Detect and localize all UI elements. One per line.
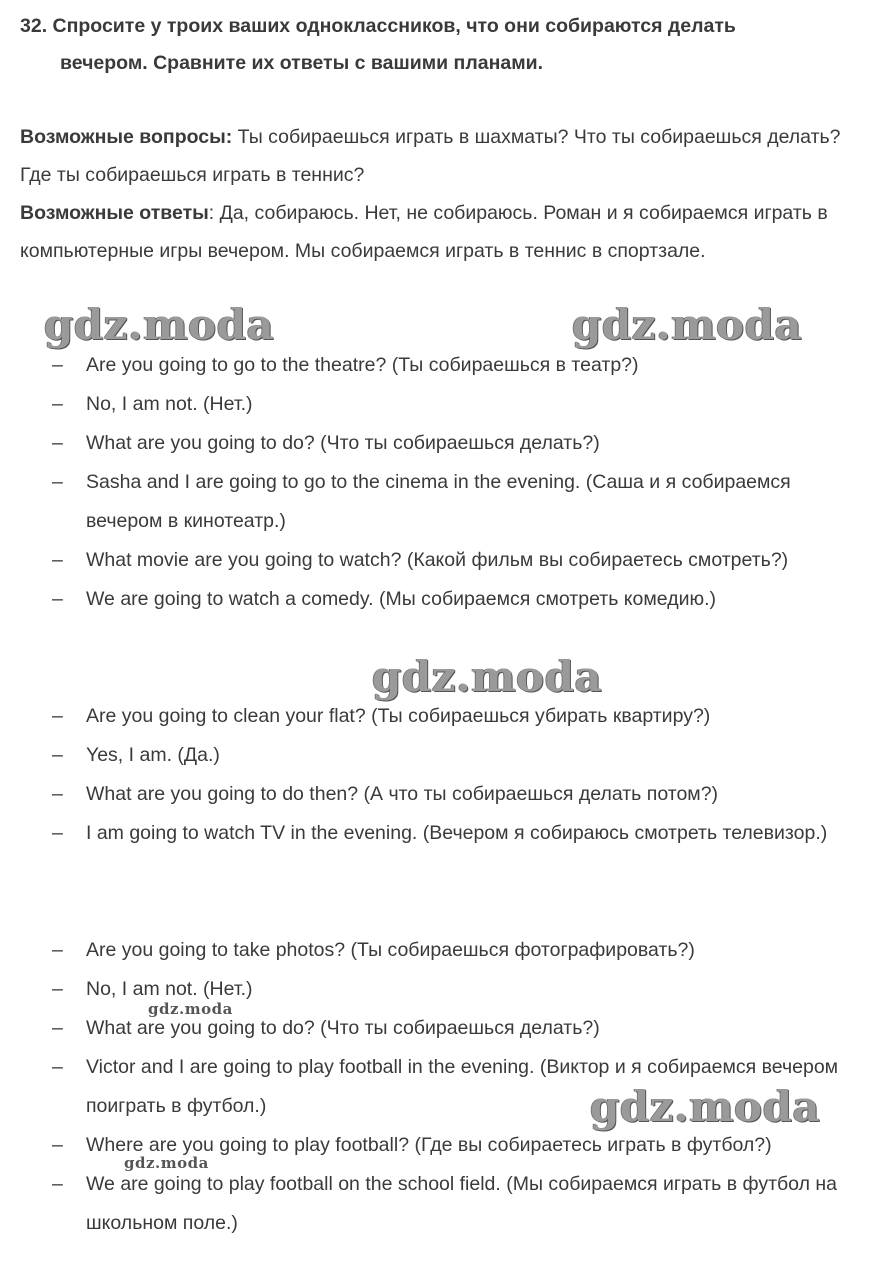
dialogue-2: [0, 697, 886, 853]
answers-label: Возможные ответы: [20, 202, 209, 224]
possible-questions: [20, 118, 870, 194]
dash-mark: –: [52, 354, 63, 376]
questions-label: Возможные вопросы:: [20, 126, 233, 148]
dialogue-line: [0, 1009, 886, 1048]
dash-mark: –: [52, 393, 63, 415]
dialogue-text: What movie are you going to watch? (Какой фильм вы собираетесь смотреть?): [86, 549, 789, 571]
dialogue-text: No, I am not. (Нет.): [86, 393, 253, 415]
dialogue-text: We are going to play football on the school field. (Мы собираемся играть в футбол на школьном поле.): [86, 1173, 838, 1234]
dash-mark: –: [52, 1017, 63, 1039]
watermark-logo: gdz.moda: [44, 300, 275, 349]
dialogue-line: [0, 424, 886, 463]
watermark-logo: gdz.moda: [124, 1154, 209, 1172]
dialogue-line: [0, 1165, 886, 1243]
watermark-logo: gdz.moda: [372, 652, 603, 701]
dialogue-text: Are you going to take photos? (Ты собираешься фотографировать?): [86, 939, 695, 961]
dash-mark: –: [52, 744, 63, 766]
task-line-2: вечером. Сравните их ответы с вашими планами.: [60, 52, 544, 74]
dialogue-text: Victor and I are going to play football in the evening. (Виктор и я собираемся вечером поиграть в футбол.): [86, 1056, 839, 1117]
dialogue-text: We are going to watch a comedy. (Мы собираемся смотреть комедию.): [86, 588, 717, 610]
dash-mark: –: [52, 549, 63, 571]
dialogue-line: [0, 814, 886, 853]
watermark-logo: gdz.moda: [572, 300, 803, 349]
dialogue-line: [0, 463, 886, 541]
dash-mark: –: [52, 1056, 63, 1078]
task-number: 32.: [20, 15, 48, 37]
dialogue-line: [0, 385, 886, 424]
dialogue-text: Where are you going to play football? (Где вы собираетесь играть в футбол?): [86, 1134, 772, 1156]
dash-mark: –: [52, 705, 63, 727]
dialogue-text: Yes, I am. (Да.): [86, 744, 220, 766]
intro-block: [20, 118, 870, 270]
dash-mark: –: [52, 783, 63, 805]
dialogue-line: [0, 697, 886, 736]
questions-text: Ты собираешься играть в шахматы? Что ты собираешься делать? Где ты собираешься играть в теннис?: [20, 126, 841, 186]
dialogue-text: What are you going to do? (Что ты собираешься делать?): [86, 432, 600, 454]
dialogue-text: Are you going to clean your flat? (Ты собираешься убирать квартиру?): [86, 705, 711, 727]
dialogue-text: Are you going to go to the theatre? (Ты собираешься в театр?): [86, 354, 639, 376]
dialogue-line: [0, 736, 886, 775]
dash-mark: –: [52, 588, 63, 610]
dialogue-text: What are you going to do? (Что ты собираешься делать?): [86, 1017, 600, 1039]
dialogue-line: [0, 775, 886, 814]
answers-text: : Да, собираюсь. Нет, не собираюсь. Роман и я собираемся играть в компьютерные игры вечером. Мы собираемся играть в теннис в спортзале.: [20, 202, 828, 262]
dialogue-text: Sasha and I are going to go to the cinema in the evening. (Саша и я собираемся вечером в кинотеатр.): [86, 471, 791, 532]
dialogue-line: [0, 580, 886, 619]
task-heading: [20, 8, 870, 82]
dash-mark: –: [52, 822, 63, 844]
dash-mark: –: [52, 978, 63, 1000]
dialogue-line: [0, 970, 886, 1009]
watermark-logo: gdz.moda: [148, 1000, 233, 1018]
dash-mark: –: [52, 939, 63, 961]
possible-answers: [20, 194, 870, 270]
dash-mark: –: [52, 1173, 63, 1195]
dialogue-line: [0, 346, 886, 385]
dialogue-text: I am going to watch TV in the evening. (Вечером я собираюсь смотреть телевизор.): [86, 822, 828, 844]
dialogue-1: [0, 346, 886, 619]
dialogue-text: No, I am not. (Нет.): [86, 978, 253, 1000]
dash-mark: –: [52, 1134, 63, 1156]
dialogue-text: What are you going to do then? (А что ты собираешься делать потом?): [86, 783, 719, 805]
dialogue-line: [0, 931, 886, 970]
dialogue-line: [0, 541, 886, 580]
dash-mark: –: [52, 432, 63, 454]
watermark-logo: gdz.moda: [590, 1082, 821, 1131]
dash-mark: –: [52, 471, 63, 493]
task-line-1: Спросите у троих ваших одноклассников, что они собираются делать: [52, 15, 736, 37]
